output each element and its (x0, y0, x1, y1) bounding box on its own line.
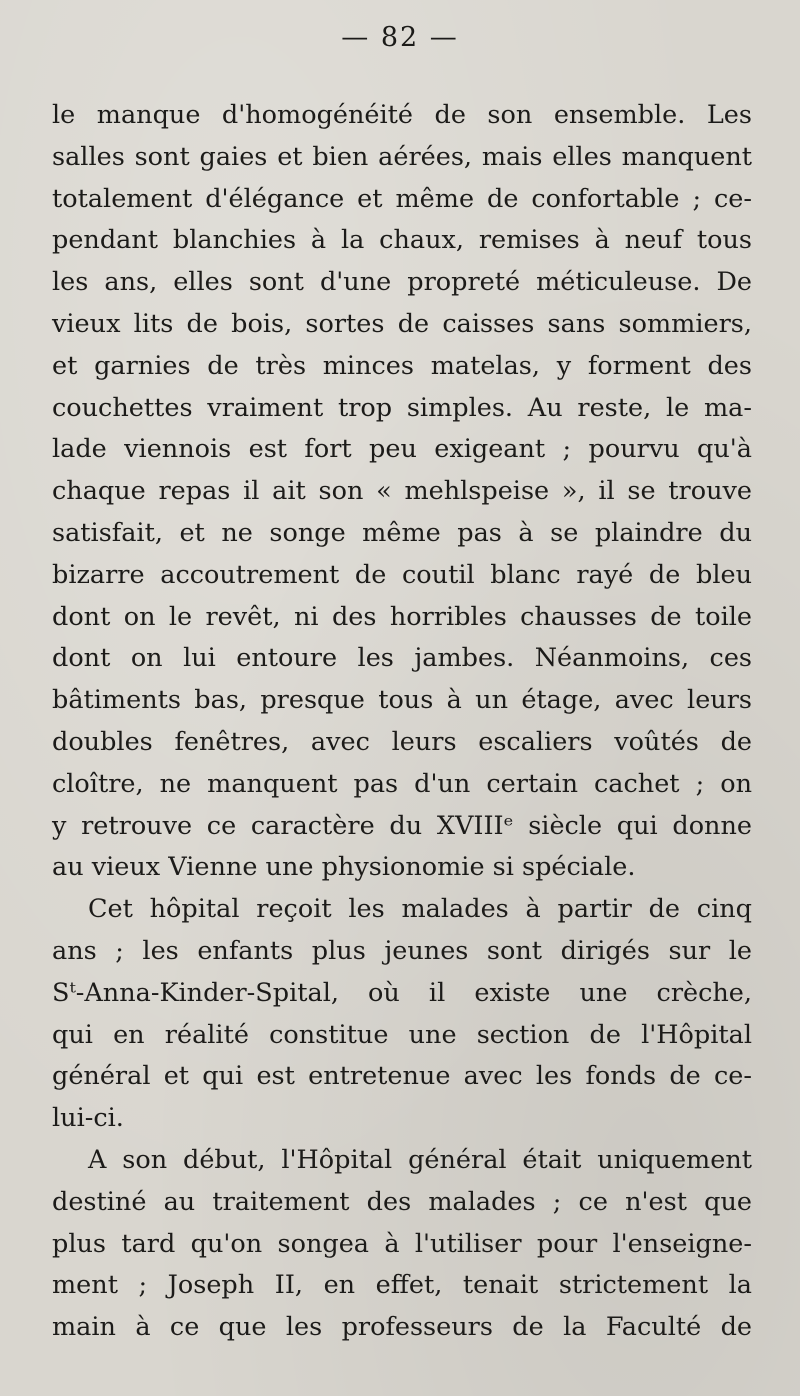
text-line: dont on le revêt, ni des horribles chausses de toile (52, 601, 752, 632)
text-line: et garnies de très minces matelas, y forment des (52, 350, 752, 381)
text-line: qui en réalité constitue une section de l'Hôpital (52, 1019, 752, 1050)
text-line: totalement d'élégance et même de confortable ; ce- (52, 183, 752, 214)
text-line: main à ce que les professeurs de la Faculté de (52, 1312, 752, 1343)
text-line: le manque d'homogénéité de son ensemble. Les (52, 100, 752, 130)
text-line: ans ; les enfants plus jeunes sont dirigés sur le (52, 935, 752, 966)
text-line: pendant blanchies à la chaux, remises à neuf tous (52, 225, 752, 256)
text-line: destiné au traitement des malades ; ce n'est que (52, 1186, 752, 1217)
text-line: cloître, ne manquent pas d'un certain cachet ; on (52, 768, 752, 799)
text-line: satisfait, et ne songe même pas à se plaindre du (52, 517, 752, 548)
text-line: bâtiments bas, presque tous à un étage, avec leurs (52, 685, 752, 716)
text-line: lade viennois est fort peu exigeant ; pourvu qu'à (52, 434, 752, 465)
text-line: les ans, elles sont d'une propreté méticuleuse. De (52, 267, 752, 298)
text-line: dont on lui entoure les jambes. Néanmoins, ces (52, 643, 752, 674)
page-number: — 82 — (341, 22, 459, 53)
text-line: général et qui est entretenue avec les fonds de ce- (52, 1061, 752, 1092)
text-line: plus tard qu'on songea à l'utiliser pour l'enseigne- (52, 1228, 752, 1259)
text-line: Sᵗ-Anna-Kinder-Spital, où il existe une crèche, (52, 977, 752, 1008)
text-line: Cet hôpital reçoit les malades à partir de cinq (88, 894, 752, 925)
text-line: lui-ci. (52, 1103, 124, 1134)
text-line: y retrouve ce caractère du XVIIIᵉ siècle qui donne (52, 810, 752, 841)
text-line: doubles fenêtres, avec leurs escaliers voûtés de (52, 726, 752, 757)
text-line: bizarre accoutrement de coutil blanc rayé de bleu (52, 559, 752, 590)
text-line: couchettes vraiment trop simples. Au reste, le ma- (52, 392, 752, 423)
text-line: au vieux Vienne une physionomie si spéciale. (52, 852, 636, 883)
text-line: vieux lits de bois, sortes de caisses sans sommiers, (52, 308, 752, 339)
body-text (52, 95, 752, 1349)
text-line: chaque repas il ait son « mehlspeise », il se trouve (52, 476, 752, 507)
text-line: salles sont gaies et bien aérées, mais elles manquent (52, 141, 752, 172)
text-line: ment ; Joseph II, en effet, tenait strictement la (52, 1270, 752, 1301)
text-line: A son début, l'Hôpital général était uniquement (88, 1144, 752, 1175)
